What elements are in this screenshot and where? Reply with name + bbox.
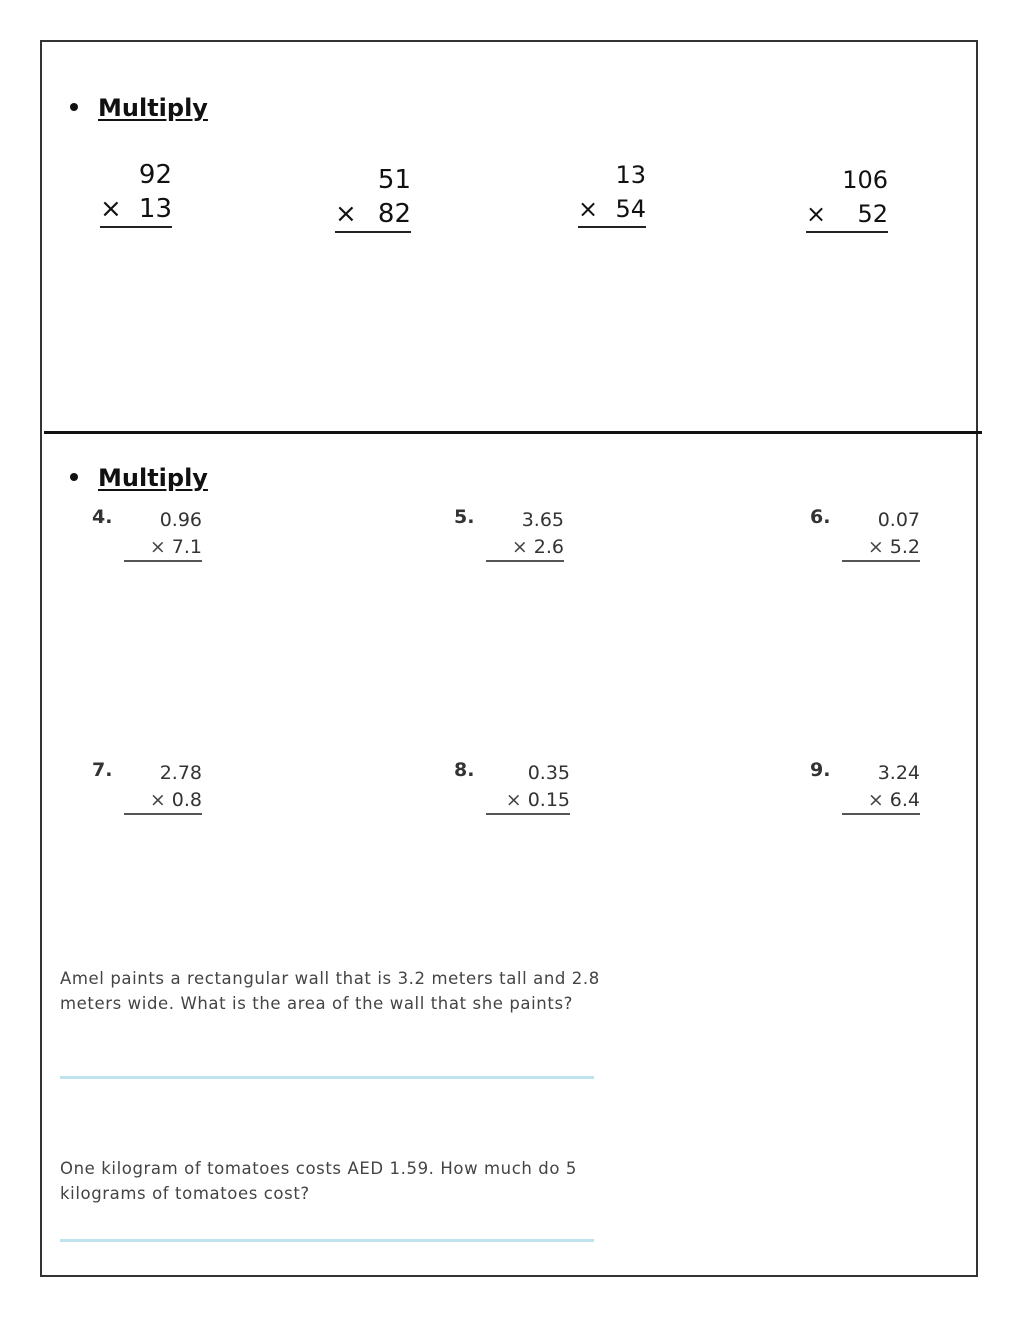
times-icon: ×: [335, 199, 357, 229]
section1-heading-label: Multiply: [98, 94, 208, 122]
multiplier: 82: [377, 199, 411, 229]
times-icon: ×: [867, 789, 884, 811]
multiplicand: 0.96: [159, 509, 202, 531]
section1-heading: [70, 94, 208, 122]
times-icon: ×: [505, 789, 522, 811]
word-problem-1: Amel paints a rectangular wall that is 3.2 meters tall and 2.8 meters wide. What is the area of the wall that she paints?: [60, 969, 600, 1013]
problem-body: [486, 506, 564, 562]
problem-51x82: [335, 163, 411, 233]
times-icon: ×: [806, 200, 827, 228]
multiplier-row: [124, 787, 202, 815]
multiplier-row: [486, 534, 564, 562]
multiplicand: 3.65: [521, 509, 564, 531]
multiplicand: 106: [842, 166, 888, 194]
multiplicand: 13: [615, 161, 646, 189]
word-problem-2: One kilogram of tomatoes costs AED 1.59. How much do 5 kilograms of tomatoes cost?: [60, 1159, 578, 1203]
problem-body: [124, 506, 202, 562]
multiplier: 52: [857, 200, 888, 228]
problem-number: 6.: [810, 506, 831, 528]
answer-line-1[interactable]: [60, 1076, 594, 1079]
multiplier: 2.6: [533, 536, 564, 558]
problem-body: [124, 759, 202, 815]
multiplier: 0.15: [527, 789, 570, 811]
multiplicand: 51: [377, 165, 411, 195]
bullet-icon: [70, 103, 78, 111]
multiplier-row: [806, 197, 888, 233]
multiplier-row: [486, 787, 570, 815]
section-divider: [44, 431, 982, 434]
problem-number: 9.: [810, 759, 831, 781]
multiplier: 54: [615, 195, 646, 223]
problem-13x54: [578, 158, 646, 228]
section2-heading: [70, 464, 208, 492]
multiplier: 5.2: [889, 536, 920, 558]
times-icon: ×: [867, 536, 884, 558]
multiplier-row: [124, 534, 202, 562]
multiplicand: 92: [138, 160, 172, 190]
problem-106x52: [806, 163, 888, 233]
multiplier-row: [100, 192, 172, 228]
answer-line-2[interactable]: [60, 1239, 594, 1242]
multiplier-row: [842, 534, 920, 562]
multiplier: 7.1: [171, 536, 202, 558]
section2-heading-label: Multiply: [98, 464, 208, 492]
multiplier: 6.4: [889, 789, 920, 811]
multiplicand: 2.78: [159, 762, 202, 784]
problem-92x13: [100, 158, 172, 228]
times-icon: ×: [149, 536, 166, 558]
times-icon: ×: [100, 194, 122, 224]
multiplier-row: [335, 197, 411, 233]
multiplier: 0.8: [171, 789, 202, 811]
multiplicand: 0.35: [527, 762, 570, 784]
times-icon: ×: [149, 789, 166, 811]
times-icon: ×: [511, 536, 528, 558]
bullet-icon: [70, 473, 78, 481]
problem-number: 5.: [454, 506, 475, 528]
multiplier-row: [842, 787, 920, 815]
problem-body: [486, 759, 570, 815]
problem-number: 8.: [454, 759, 475, 781]
multiplicand: 0.07: [877, 509, 920, 531]
problem-body: [842, 506, 920, 562]
multiplier: 13: [138, 194, 172, 224]
problem-number: 7.: [92, 759, 113, 781]
problem-body: [842, 759, 920, 815]
multiplier-row: [578, 192, 646, 228]
times-icon: ×: [578, 195, 599, 223]
multiplicand: 3.24: [877, 762, 920, 784]
problem-number: 4.: [92, 506, 113, 528]
